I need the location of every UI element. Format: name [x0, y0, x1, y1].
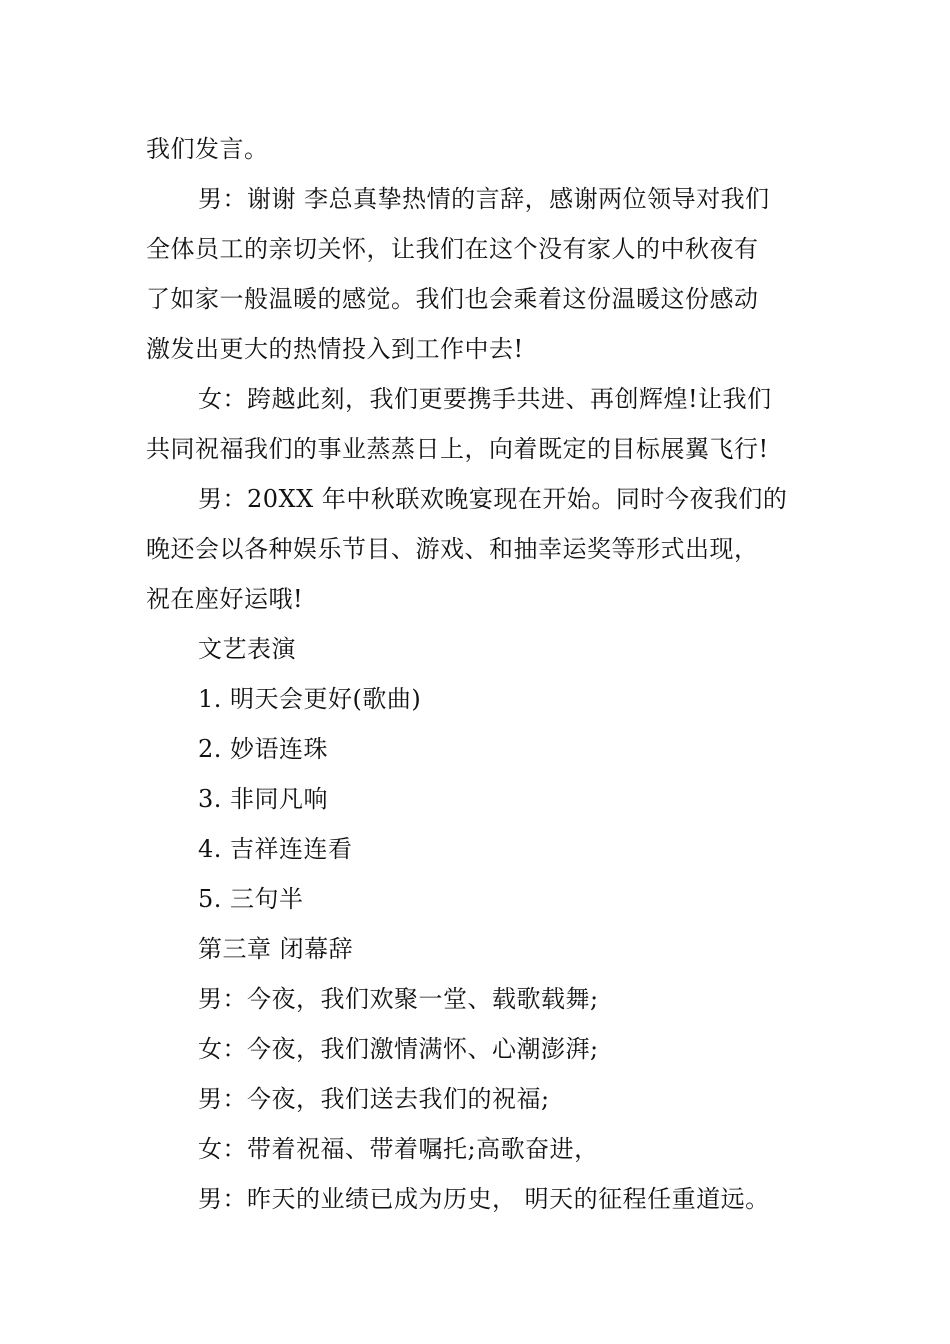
list-item: 1. 明天会更好(歌曲)	[198, 685, 422, 713]
text-line: 男：谢谢 李总真挚热情的言辞，感谢两位领导对我们	[198, 185, 770, 213]
list-item: 5. 三句半	[198, 885, 304, 913]
text-line: 男：昨天的业绩已成为历史， 明天的征程任重道远。	[198, 1185, 770, 1213]
text-line: 晚还会以各种娱乐节目、游戏、和抽幸运奖等形式出现，	[146, 535, 759, 563]
text-line: 祝在座好运哦!	[146, 585, 304, 613]
text-line: 女：今夜，我们激情满怀、心潮澎湃;	[198, 1035, 599, 1063]
text-line: 了如家一般温暖的感觉。我们也会乘着这份温暖这份感动	[146, 285, 759, 313]
text-line: 男：20XX 年中秋联欢晚宴现在开始。同时今夜我们的	[198, 485, 788, 513]
text-line: 男：今夜，我们送去我们的祝福;	[198, 1085, 550, 1113]
section-heading: 文艺表演	[198, 635, 296, 663]
text-line: 全体员工的亲切关怀，让我们在这个没有家人的中秋夜有	[146, 235, 759, 263]
text-line: 激发出更大的热情投入到工作中去!	[146, 335, 524, 363]
text-line: 男：今夜，我们欢聚一堂、载歌载舞;	[198, 985, 599, 1013]
list-item: 3. 非同凡响	[198, 785, 329, 813]
document-body	[146, 124, 811, 1224]
text-line: 女：跨越此刻，我们更要携手共进、再创辉煌!让我们	[198, 385, 772, 413]
text-line: 女：带着祝福、带着嘱托;高歌奋进，	[198, 1135, 599, 1163]
text-line: 共同祝福我们的事业蒸蒸日上，向着既定的目标展翼飞行!	[146, 435, 769, 463]
list-item: 4. 吉祥连连看	[198, 835, 353, 863]
list-item: 2. 妙语连珠	[198, 735, 329, 763]
chapter-heading: 第三章 闭幕辞	[198, 935, 354, 963]
text-line: 我们发言。	[146, 135, 269, 163]
